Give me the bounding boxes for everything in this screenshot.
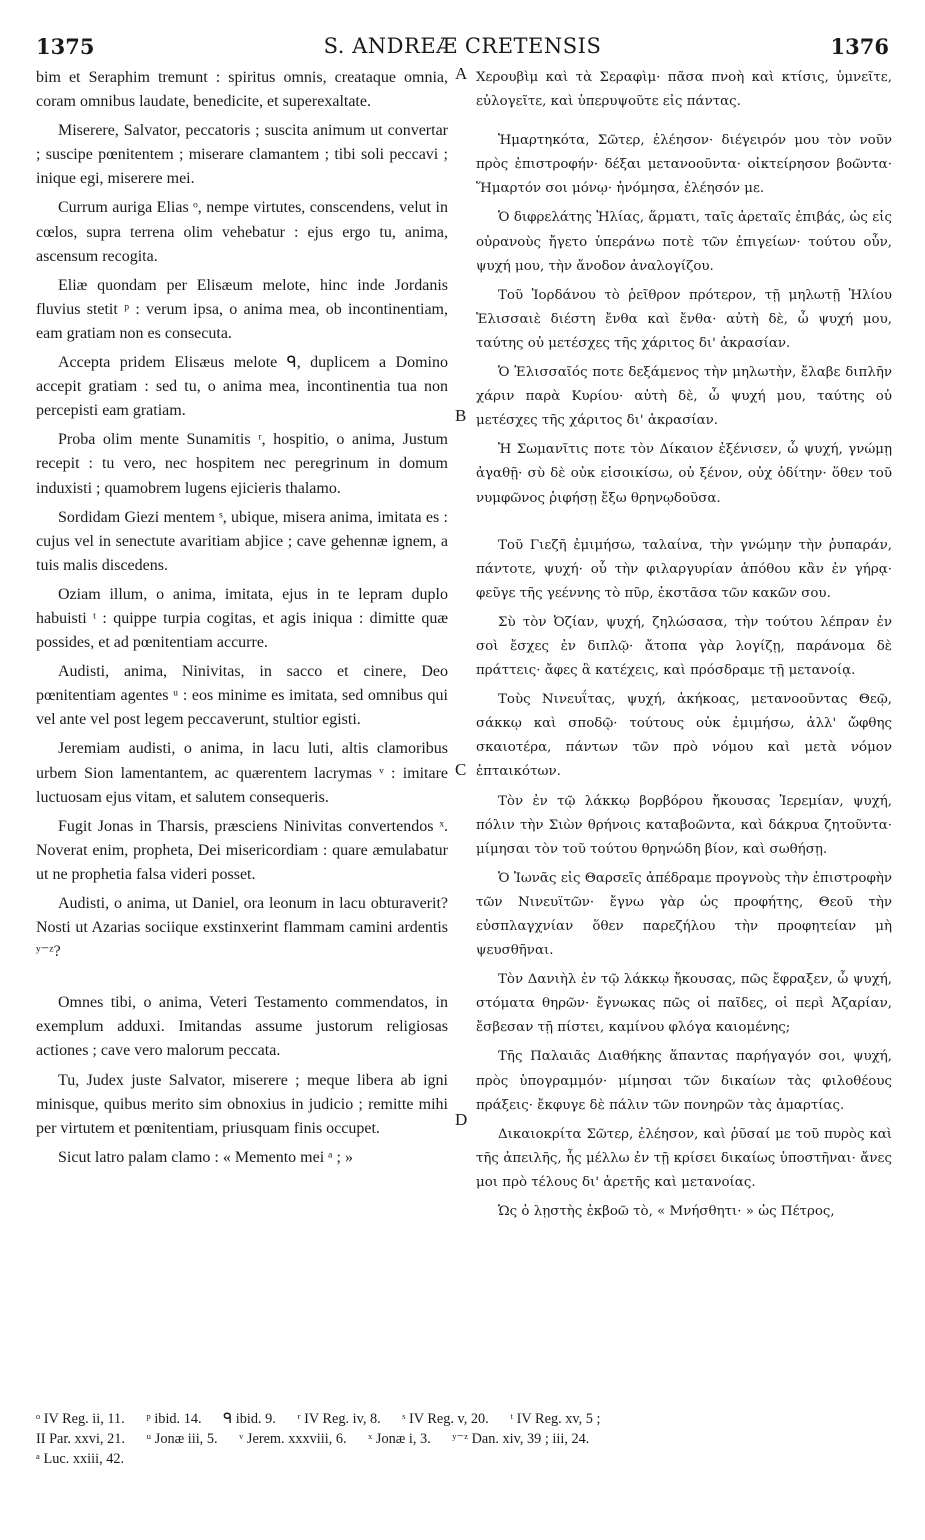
- greek-paragraph: Τῆς Παλαιᾶς Διαθήκης ἅπαντας παρήγαγόν σοι, ψυχή, πρὸς ὑπογραμμόν· μίμησαι τῶν δικαίων τὰς φιλοθέους πράξεις· ἔκφυγε δὲ πάλιν τῶν πονηρῶν τὰς ἁμαρτίας.: [476, 1049, 892, 1113]
- latin-paragraph: Audisti, o anima, ut Daniel, ora leonum in lacu obturaverit? Nosti ut Azarias sociique exstinxerint flammam camini ardentis ʸ⁻ᶻ?: [36, 895, 448, 961]
- latin-paragraph: Audisti, anima, Ninivitas, in sacco et cinere, Deo pœnitentiam agentes ᵘ : eos minime es imitata, sed omnibus qui vel ante vel post legem peccaverunt, stultior egisti.: [36, 663, 448, 729]
- greek-paragraph: Τοῦ Ἰορδάνου τὸ ῥεῖθρον πρότερον, τῇ μηλωτῇ Ἠλίου Ἐλισσαιὲ διέστη ἔνθα καὶ ἔνθα· αὐτὴ δὲ, ὦ ψυχή μου, ταύτης οὐ μετέσχες τῆς χάριτος δι' ἀκρασίαν.: [476, 287, 892, 351]
- latin-paragraph: Sicut latro palam clamo : « Memento mei ᵃ ; »: [58, 1148, 353, 1166]
- footnote: ˣ Jonæ i, 3.: [368, 1431, 431, 1447]
- footnote: ᵘ Jonæ iii, 5.: [146, 1431, 218, 1447]
- right-page-number: 1376: [830, 34, 889, 59]
- margin-marker-c: C: [455, 760, 467, 779]
- footnote: II Par. xxvi, 21.: [36, 1431, 125, 1447]
- section-gap: [476, 516, 892, 534]
- latin-paragraph: Oziam illum, o anima, imitata, ejus in te lepram duplo habuisti ᵗ : quippe turpia cogitas, et agis iniqua : dimitte quæ possides, et ad pœnitentiam accurre.: [36, 585, 448, 652]
- greek-paragraph: Χερουβὶμ καὶ τὰ Σεραφὶμ· πᾶσα πνοὴ καὶ κτίσις, ὑμνεῖτε, εὐλογεῖτε, καὶ ὑπερυψοῦτε εἰς πάντας.: [476, 70, 892, 110]
- footnote-line-2: [36, 1429, 889, 1449]
- footnote: ʳ IV Reg. iv, 8.: [297, 1411, 381, 1427]
- footnote: ᵃ Luc. xxiii, 42.: [36, 1451, 125, 1467]
- footnote-line-3: [36, 1449, 889, 1469]
- margin-marker-a: A: [455, 64, 468, 83]
- footnote: ᵒ IV Reg. ii, 11.: [36, 1411, 125, 1427]
- footnote: ᑫ ibid. 9.: [223, 1411, 276, 1427]
- footnote: ᵗ IV Reg. xv, 5 ;: [510, 1411, 601, 1427]
- greek-paragraph: Τοὺς Νινευΐτας, ψυχή, ἀκήκοας, μετανοοῦντας Θεῷ, σάκκῳ καὶ σποδῷ· τούτους οὐκ ἐμιμήσω, ἀλλ' ὤφθης σκαιοτέρα, πάντων τῶν πρὸ νόμου καὶ μετὰ νόμον ἐπταικότων.: [476, 692, 892, 780]
- footnote-line-1: [36, 1409, 889, 1429]
- greek-paragraph: Ὡς ὁ λῃστὴς ἐκβοῶ τὸ, « Μνήσθητι· » ὡς Πέτρος,: [498, 1204, 835, 1220]
- latin-paragraph: bim et Seraphim tremunt : spiritus omnis, creataque omnia, coram omnibus laudate, benedicite, et superexaltate.: [36, 69, 448, 111]
- margin-marker-d: D: [455, 1110, 468, 1129]
- greek-column: [476, 66, 892, 1229]
- latin-paragraph: Eliæ quondam per Elisæum melote, hinc inde Jordanis fluvius stetit ᵖ : verum ipsa, o anima mea, ob incontinentiam, eam gratiam non es consecuta.: [36, 276, 448, 342]
- greek-paragraph: Ὁ Ἐλισσαῖός ποτε δεξάμενος τὴν μηλωτὴν, ἔλαβε διπλῆν χάριν παρὰ Κυρίου· αὐτὴ δὲ, ὦ ψυχή μου, ταύτης οὐ μετέσχες τῆς χάριτος δι' ἀκρασίαν.: [476, 365, 892, 429]
- greek-paragraph: Τὸν ἐν τῷ λάκκῳ βορβόρου ἤκουσας Ἱερεμίαν, ψυχή, πόλιν τὴν Σιὼν θρήνοις καταβοῶντα, καὶ δάκρυα ζητοῦντα· μίμησαι τὸν τοῦ τούτου θρηνώδη βίον, καὶ σωθήσῃ.: [476, 793, 892, 857]
- latin-paragraph: Tu, Judex juste Salvator, miserere ; meque libera ab igni minisque, quibus merito sim obnoxius in judicio ; remitte mihi per virtutem et pœnitentiam, priusquam finis occupet.: [36, 1071, 448, 1137]
- margin-marker-b: B: [455, 406, 467, 425]
- left-page-number: 1375: [36, 34, 95, 59]
- latin-paragraph: Currum auriga Elias ᵒ, nempe virtutes, conscendens, velut in cœlos, supra terrena olim vehebatur : ejus ergo tu, anima, ascensum recogita.: [36, 199, 448, 265]
- latin-paragraph: Miserere, Salvator, peccatoris ; suscita animum ut convertar ; suscipe pœnitentem ; miserare clamantem ; tibi soli peccavi ; inique egi, miserere mei.: [36, 122, 448, 188]
- greek-paragraph: Δικαιοκρίτα Σῶτερ, ἐλέησον, καὶ ῥῦσαί με τοῦ πυρὸς καὶ τῆς ἀπειλῆς, ἧς μέλλω ἐν τῇ κρίσει δικαίως ὑποστῆναι· ἄνες μοι πρὸ τέλους δι' ἀρετῆς καὶ μετανοίας.: [476, 1126, 892, 1190]
- latin-paragraph: Omnes tibi, o anima, Veteri Testamento commendatos, in exemplum adduxi. Imitandas assume justorum religiosas actiones ; cave vero malorum peccata.: [36, 994, 448, 1060]
- footnote: ʸ⁻ᶻ Dan. xiv, 39 ; iii, 24.: [452, 1431, 590, 1447]
- greek-paragraph: Τοῦ Γιεζῆ ἐμιμήσω, ταλαίνα, τὴν γνώμην τὴν ῥυπαράν, πάντοτε, ψυχή· οὗ τὴν φιλαργυρίαν ἀπόθου κἂν ἐν γήρᾳ· φεῦγε τῆς γεέννης τὸ πῦρ, ἐκστᾶσα τῶν κακῶν σου.: [476, 537, 892, 601]
- greek-paragraph: Τὸν Δανιὴλ ἐν τῷ λάκκῳ ἤκουσας, πῶς ἔφραξεν, ὦ ψυχή, στόματα θηρῶν· ἔγνωκας πῶς οἱ παῖδες, οἱ περὶ Ἀζαρίαν, ἔσβεσαν τῇ πίστει, καμίνου φλόγα καιομένης;: [476, 972, 892, 1036]
- footnote: ˢ IV Reg. v, 20.: [402, 1411, 489, 1427]
- latin-paragraph: Proba olim mente Sunamitis ʳ, hospitio, o anima, Justum recepit : tu vero, nec hospitem nec peregrinum in domum induxisti ; quamobrem lugens ejicieris thalamo.: [36, 431, 448, 497]
- latin-paragraph: Sordidam Giezi mentem ˢ, ubique, misera anima, imitata es : cujus vel in senectute avaritiam abjice ; cave gehennæ ignem, a tuis malis discedens.: [36, 508, 448, 574]
- footnotes: [36, 1409, 889, 1469]
- running-title: S. ANDREÆ CRETENSIS: [323, 34, 602, 58]
- greek-paragraph: Ἡμαρτηκότα, Σῶτερ, ἐλέησον· διέγειρόν μου τὸν νοῦν πρὸς ἐπιστροφήν· δέξαι μετανοοῦντα· οἰκτείρησον βοῶντα· Ἥμαρτόν σοι μόνῳ· ἠνόμησα, ἐλέησόν με.: [476, 133, 892, 197]
- greek-paragraph: Ὁ διφρελάτης Ἠλίας, ἅρματι, ταῖς ἀρεταῖς ἐπιβάς, ὡς εἰς οὐρανοὺς ἤγετο ὑπεράνω ποτὲ τῶν ἐπιγείων· τούτου οὖν, ψυχή μου, τὴν ἄνοδον ἀναλογίζου.: [476, 210, 892, 274]
- running-header: [36, 34, 889, 64]
- footnote: ᵖ ibid. 14.: [146, 1411, 202, 1427]
- greek-paragraph: Ὁ Ἰωνᾶς εἰς Θαρσεῖς ἀπέδραμε προγνοὺς τὴν ἐπιστροφὴν τῶν Νινευϊτῶν· ἔγνω γὰρ ὡς προφήτης, Θεοῦ τὴν εὐσπλαγχνίαν ὅθεν παρεζήλου τὴν προφητείαν μὴ ψευσθῆναι.: [476, 870, 892, 959]
- section-gap: [476, 119, 892, 129]
- latin-column: [36, 66, 448, 1175]
- latin-paragraph: Jeremiam audisti, o anima, in lacu luti, altis clamoribus urbem Sion lamentantem, ac quærentem lacrymas ᵛ : imitare luctuosam ejus vitam, et salutem consequeris.: [36, 740, 448, 806]
- greek-paragraph: Ἡ Σωμανῖτις ποτε τὸν Δίκαιον ἐξένισεν, ὦ ψυχή, γνώμῃ ἀγαθῇ· σὺ δὲ οὐκ εἰσοικίσω, οὐ ξένον, οὐχ ὁδίτην· ὅθεν τοῦ νυμφῶνος ῥιφήσῃ ἔξω θρηνῳδοῦσα.: [476, 442, 892, 506]
- section-gap: [36, 969, 448, 991]
- footnote: ᵛ Jerem. xxxviii, 6.: [239, 1431, 347, 1447]
- latin-paragraph: Accepta pridem Elisæus melote ᑫ, duplicem a Domino accepit gratiam : sed tu, o anima mea, incontinentia tua non percepisti eam gratiam.: [36, 354, 448, 420]
- latin-paragraph: Fugit Jonas in Tharsis, præsciens Ninivitas convertendos ˣ. Noverat enim, propheta, Dei misericordiam : quare æmulabatur ut ne prophetia falsa videri posset.: [36, 817, 448, 883]
- greek-paragraph: Σὺ τὸν Ὀζίαν, ψυχή, ζηλώσασα, τὴν τούτου λέπραν ἐν σοὶ ἔσχες ἐν διπλῷ· ἄτοπα γὰρ λογίζῃ, παράνομα δὲ πράττεις· ἄφες ἃ κατέχεις, καὶ πρόσδραμε τῇ μετανοίᾳ.: [476, 614, 892, 679]
